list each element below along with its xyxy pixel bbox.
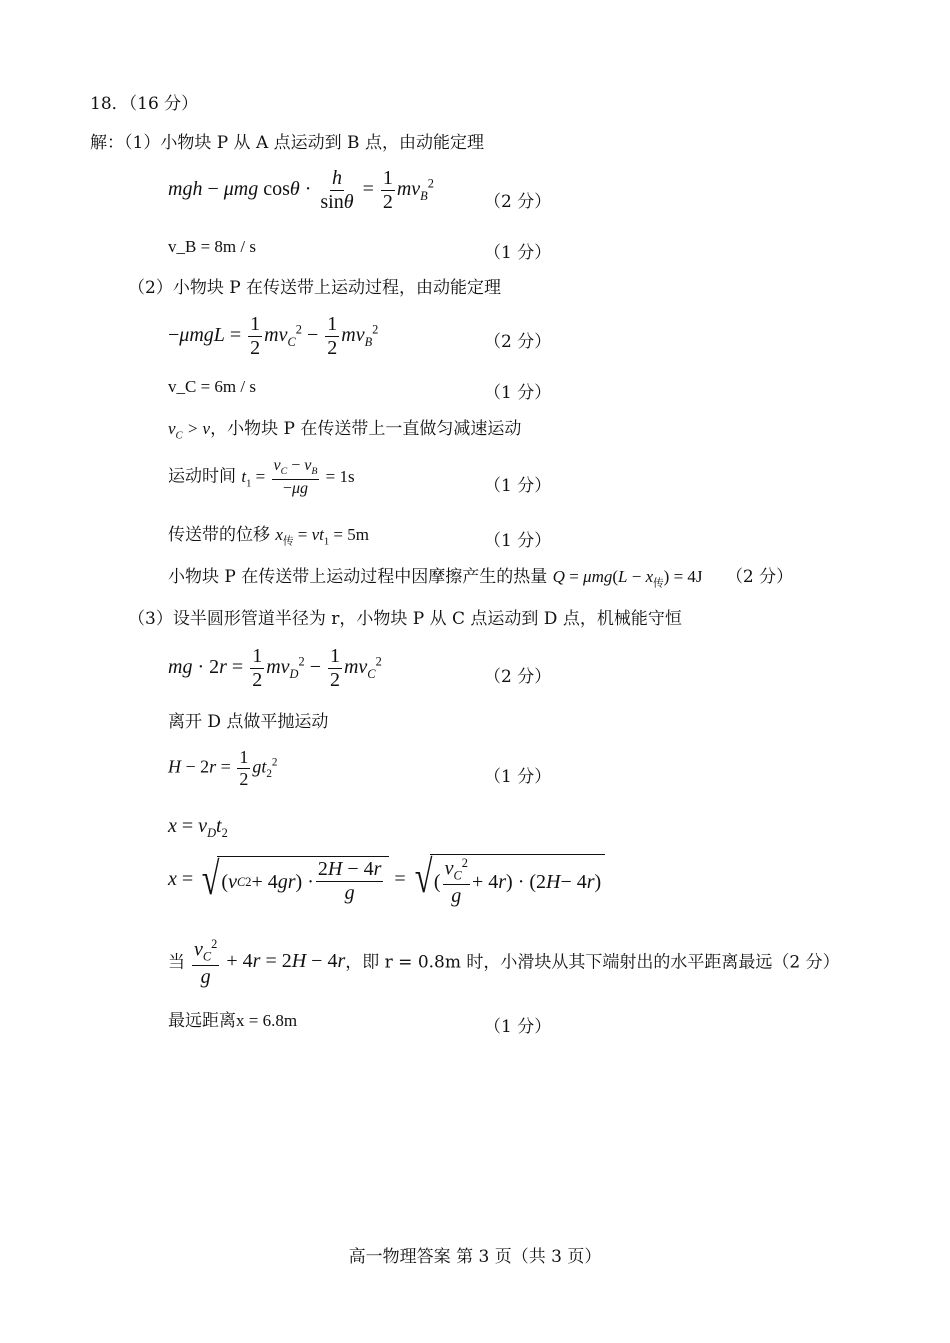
part3-energy-equation: mg · 2r = $\frac{1}{2}$ $mv_D^2$ − $\frac{1}{2}$ $mv_C^2$ — [168, 645, 382, 691]
part2-compare-text: ，小物块 P 在传送带上一直做匀减速运动 — [210, 419, 522, 439]
part3-max-value: x = 6.8m — [236, 1011, 298, 1030]
part2-heat: 小物块 P 在传送带上运动过程中因摩擦产生的热量 $Q = \mu mg(L - x_传) = 4J$ （2 分） — [168, 567, 794, 590]
part3-intro: （3）设半圆形管道半径为 r，小物块 P 从 C 点运动到 D 点，机械能守恒 — [128, 609, 682, 629]
part2-disp-label: 传送带的位移 — [168, 525, 270, 545]
part1-vb-score: （1 分） — [484, 243, 552, 263]
part3-x-equation: $x = v_Dt_2$ — [168, 815, 228, 840]
part2-time-score: （1 分） — [484, 476, 552, 496]
part2-energy-equation: −μmgL = $\frac{1}{2}$ $mv_C^2$ − $\frac{1}{2}$ $mv_B^2$ — [168, 313, 379, 359]
part2-intro: （2）小物块 P 在传送带上运动过程，由动能定理 — [128, 278, 502, 298]
part2-time: 运动时间 $t_1$ = $\frac{v_C - v_B}{-\mu g}$ = 1s — [168, 457, 355, 497]
part2-vc-score: （1 分） — [484, 383, 552, 403]
part2-heat-text: 小物块 P 在传送带上运动过程中因摩擦产生的热量 — [168, 567, 548, 587]
part2-heat-score: （2 分） — [725, 567, 794, 587]
part3-x-sqrt-equation: x = √ ( v C 2 + 4 gr ) · $\frac{2H - 4r}{g}$ = √ ( $\frac{v_C^2}{g}$ + 4 r ) · (2 H − 4 r ) — [168, 854, 605, 907]
part3-max-label: 最远距离 — [168, 1011, 236, 1031]
part3-max-score: （1 分） — [484, 1017, 552, 1037]
part1-eq-score: （2 分） — [484, 192, 552, 212]
part1-vb-result: v_B = 8m / s — [168, 237, 256, 256]
part3-cond-text: ，即 r = 0.8m 时，小滑块从其下端射出的水平距离最远（2 分） — [345, 952, 840, 973]
part2-disp-score: （1 分） — [484, 531, 552, 551]
part2-eq-score: （2 分） — [484, 332, 552, 352]
part2-vc-result: v_C = 6m / s — [168, 377, 256, 396]
part2-time-label: 运动时间 — [168, 466, 236, 487]
part3-energy-score: （2 分） — [484, 667, 552, 687]
part3-projectile: 离开 D 点做平抛运动 — [168, 712, 329, 732]
part3-fall-equation: H − 2r = $\frac{1}{2}$ $gt_2^2$ — [168, 747, 278, 789]
part3-condition: 当 $\frac{v_C^2}{g}$ + 4r = 2H − 4r，即 r = 0.8m 时，小滑块从其下端射出的水平距离最远（2 分） — [168, 937, 840, 988]
part3-fall-score: （1 分） — [484, 767, 552, 787]
part3-when-label: 当 — [168, 952, 185, 973]
part1-energy-equation: mgh − μmg cosθ · $\frac{h}{\sin\theta}$ = $\frac{1}{2}$ $mv_B^2$ — [168, 167, 434, 213]
part3-max — [168, 1012, 297, 1030]
part2-compare: $v_C > v$，小物块 P 在传送带上一直做匀减速运动 — [168, 419, 522, 442]
part2-displacement: 传送带的位移 $x_传 = vt_1 = 5m$ — [168, 525, 369, 548]
part1-intro: 解：（1）小物块 P 从 A 点运动到 B 点，由动能定理 — [90, 133, 484, 153]
page-footer: 高一物理答案 第 3 页（共 3 页） — [348, 1247, 602, 1267]
problem-header: 18．（16 分） — [90, 94, 199, 114]
